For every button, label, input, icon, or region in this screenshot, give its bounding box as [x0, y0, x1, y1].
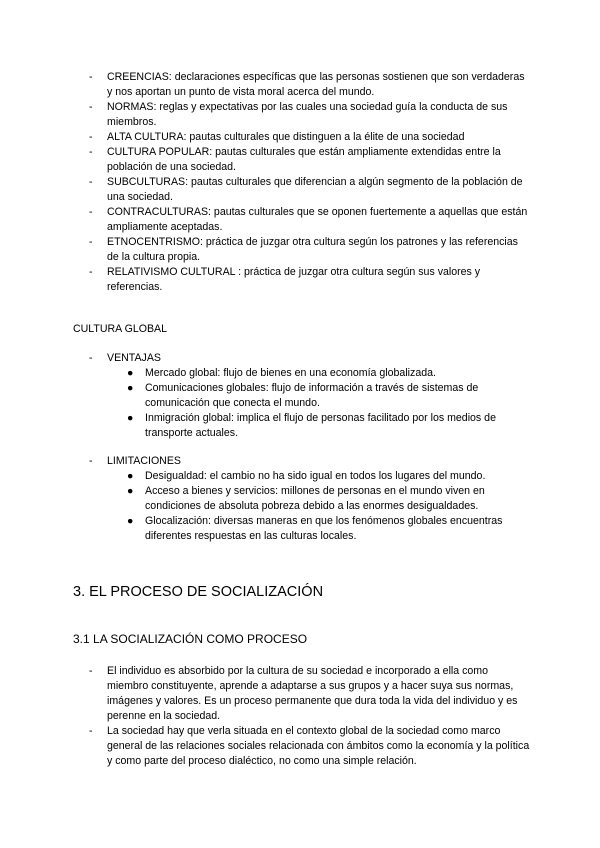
cultura-global-heading: CULTURA GLOBAL — [73, 323, 167, 335]
dash-marker: - — [89, 665, 93, 677]
ventaja-text: Inmigración global: implica el flujo de personas facilitado por los medios de transporte actuales. — [145, 412, 496, 439]
list-item — [0, 265, 600, 295]
list-item — [0, 411, 600, 441]
list-item — [0, 351, 600, 366]
list-item — [0, 724, 600, 769]
bullet-marker: ● — [127, 412, 134, 424]
limitacion-text: Acceso a bienes y servicios: millones de personas en el mundo viven en condiciones de absoluta pobreza debido a las enormes desigualdades. — [145, 485, 485, 512]
definition-text: ALTA CULTURA: pautas culturales que distinguen a la élite de una sociedad — [107, 131, 465, 143]
definition-text: SUBCULTURAS: pautas culturales que diferencian a algún segmento de la población de una sociedad. — [107, 176, 523, 203]
list-item — [0, 514, 600, 544]
section-title: 3. EL PROCESO DE SOCIALIZACIÓN — [73, 584, 324, 600]
bullet-marker: ● — [127, 485, 134, 497]
ventajas-list — [0, 351, 600, 366]
dash-marker: - — [89, 236, 93, 248]
bullet-marker: ● — [127, 470, 134, 482]
dash-marker: - — [89, 206, 93, 218]
definition-text: ETNOCENTRISMO: práctica de juzgar otra cultura según los patrones y las referencias de la cultura propia. — [107, 236, 518, 263]
definition-text: RELATIVISMO CULTURAL : práctica de juzgar otra cultura según sus valores y referencias. — [107, 266, 481, 293]
list-item — [0, 366, 600, 381]
socializacion-list — [0, 664, 600, 769]
list-item — [0, 235, 600, 265]
limitacion-text: Desigualdad: el cambio no ha sido igual en todos los lugares del mundo. — [145, 470, 486, 482]
ventajas-items — [0, 366, 600, 441]
dash-marker: - — [89, 131, 93, 143]
list-item — [0, 130, 600, 145]
list-item — [0, 70, 600, 100]
definition-text: NORMAS: reglas y expectativas por las cuales una sociedad guía la conducta de sus miembros. — [107, 101, 508, 128]
dash-marker: - — [89, 101, 93, 113]
list-item — [0, 145, 600, 175]
definition-text: CULTURA POPULAR: pautas culturales que están ampliamente extendidas entre la población de una sociedad. — [107, 146, 501, 173]
list-item — [0, 469, 600, 484]
dash-marker: - — [89, 352, 93, 364]
dash-marker: - — [89, 71, 93, 83]
list-item — [0, 664, 600, 724]
section-subtitle: 3.1 LA SOCIALIZACIÓN COMO PROCESO — [73, 632, 308, 646]
ventaja-text: Comunicaciones globales: flujo de información a través de sistemas de comunicación que conecta el mundo. — [145, 382, 479, 409]
paragraph-text: El individuo es absorbido por la cultura de su sociedad e incorporado a ella como miembro constituyente, aprende a adaptarse a sus grupos y a hacer suya sus normas, imágenes y valores. Es un proceso permanente que dura toda la vida del individuo y es perenne en la sociedad. — [107, 665, 518, 722]
list-item — [0, 484, 600, 514]
limitacion-text: Glocalización: diversas maneras en que los fenómenos globales encuentras diferentes respuestas en las culturas locales. — [145, 515, 503, 542]
ventaja-text: Mercado global: flujo de bienes en una economía globalizada. — [145, 367, 436, 379]
limitaciones-list — [0, 454, 600, 469]
dash-marker: - — [89, 455, 93, 467]
list-item — [0, 454, 600, 469]
dash-marker: - — [89, 176, 93, 188]
dash-marker: - — [89, 725, 93, 737]
ventajas-label: VENTAJAS — [107, 352, 161, 364]
paragraph-text: La sociedad hay que verla situada en el contexto global de la sociedad como marco general de las relaciones sociales relacionada con ámbitos como la economía y la política y como parte del proceso dialéctico, no como una simple relación. — [107, 725, 530, 767]
definitions-list — [0, 70, 600, 295]
list-item — [0, 381, 600, 411]
dash-marker: - — [89, 146, 93, 158]
list-item — [0, 175, 600, 205]
limitaciones-items — [0, 469, 600, 544]
bullet-marker: ● — [127, 367, 134, 379]
list-item — [0, 205, 600, 235]
dash-marker: - — [89, 266, 93, 278]
bullet-marker: ● — [127, 382, 134, 394]
list-item — [0, 100, 600, 130]
bullet-marker: ● — [127, 515, 134, 527]
definition-text: CONTRACULTURAS: pautas culturales que se oponen fuertemente a aquellas que están ampliamente aceptadas. — [107, 206, 528, 233]
limitaciones-label: LIMITACIONES — [107, 455, 181, 467]
definition-text: CREENCIAS: declaraciones específicas que las personas sostienen que son verdaderas y nos aportan un punto de vista moral acerca del mundo. — [107, 71, 525, 98]
